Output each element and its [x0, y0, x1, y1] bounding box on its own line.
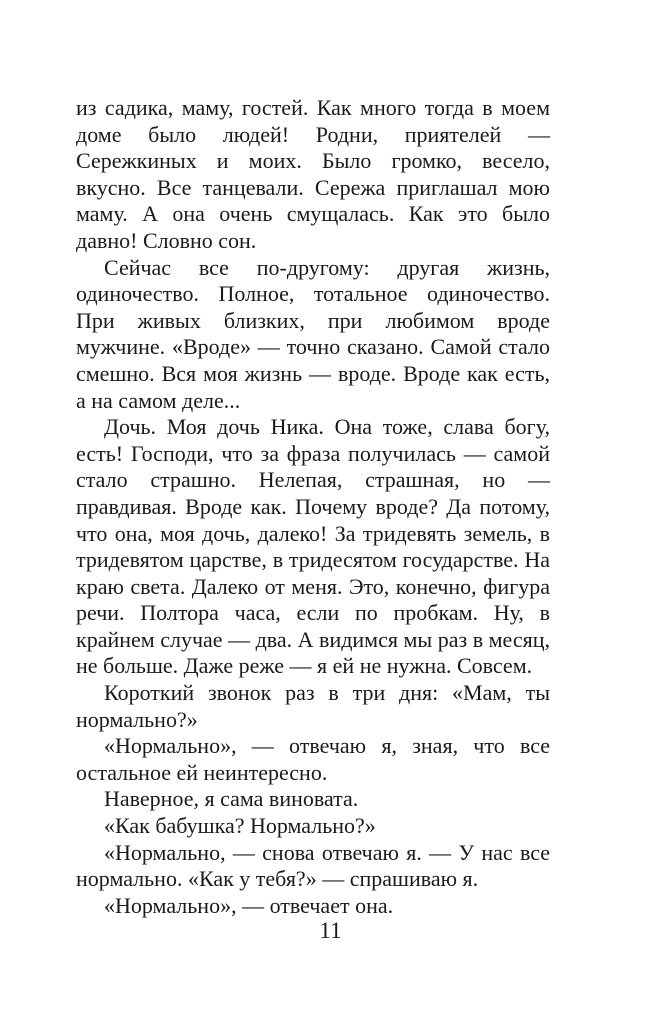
paragraph: «Нормально», — отвечаю я, зная, что все остальное ей неинтересно.	[76, 733, 550, 785]
page-text	[76, 95, 550, 919]
paragraph: из садика, маму, гостей. Как много тогда в моем доме было людей! Родни, приятелей — Сережкиных и моих. Было громко, весело, вкусно. Все танцевали. Сережа приглашал мою маму. А она очень смущалась. Как это было давно! Словно сон.	[76, 95, 550, 253]
paragraph: Короткий звонок раз в три дня: «Мам, ты нормально?»	[76, 680, 550, 732]
page-number: 11	[319, 918, 342, 943]
paragraph: Сейчас все по-другому: другая жизнь, одиночество. Полное, тотальное одиночество. При живых близких, при любимом вроде мужчине. «Вроде» — точно сказано. Самой стало смешно. Вся моя жизнь — вроде. Вроде как есть, а на самом деле...	[76, 254, 550, 413]
paragraph: «Нормально», — отвечает она.	[104, 892, 394, 918]
paragraph: «Нормально, — снова отвечаю я. — У нас все нормально. «Как у тебя?» — спрашиваю я.	[76, 839, 550, 892]
paragraph: «Как бабушка? Нормально?»	[104, 813, 376, 839]
paragraph: Дочь. Моя дочь Ника. Она тоже, слава богу, есть! Господи, что за фраза получилась — самой стало страшно. Нелепая, страшная, но — правдивая. Вроде как. Почему вроде? Да потому, что она, моя дочь, далеко! За тридевять земель, в тридевятом царстве, в тридесятом государстве. На краю света. Далеко от меня. Это, конечно, фигура речи. Полтора часа, если по пробкам. Ну, в крайнем случае — два. А видимся мы раз в месяц, не больше. Даже реже — я ей не нужна. Совсем.	[76, 414, 550, 679]
paragraph: Наверное, я сама виновата.	[104, 786, 359, 812]
